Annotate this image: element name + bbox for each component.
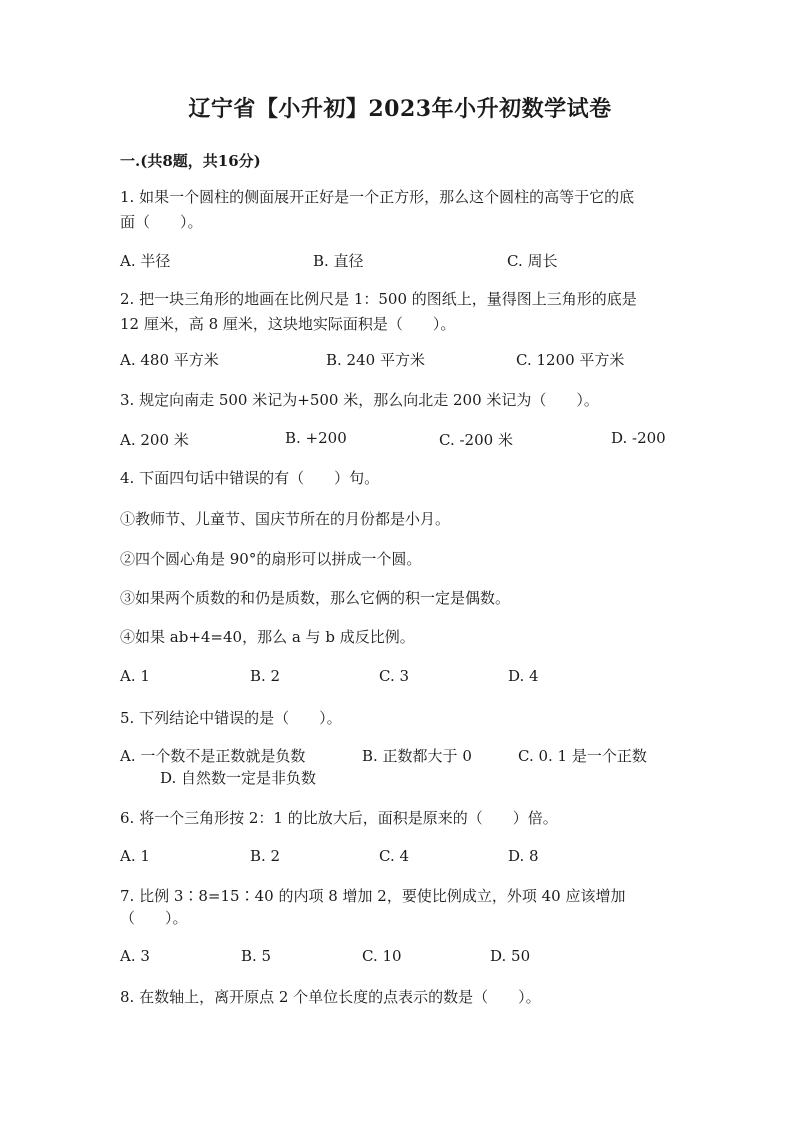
question-4-option-c: C. 3 — [379, 667, 410, 685]
question-1-option-a: A. 半径 — [120, 252, 171, 270]
question-7-option-a: A. 3 — [120, 947, 150, 965]
page-title: 辽宁省【小升初】2023年小升初数学试卷 — [188, 96, 612, 122]
question-2-option-a: A. 480 平方米 — [120, 351, 219, 369]
question-1-option-b: B. 直径 — [313, 252, 364, 270]
question-4-statement-2: ②四个圆心角是 90°的扇形可以拼成一个圆。 — [120, 550, 422, 568]
question-6-option-d: D. 8 — [508, 847, 539, 865]
question-5-line-1: 5. 下列结论中错误的是（ ）。 — [120, 709, 342, 727]
question-3-option-b: B. +200 — [285, 429, 347, 447]
question-6-option-c: C. 4 — [379, 847, 410, 865]
question-3-line-1: 3. 规定向南走 500 米记为+500 米，那么向北走 200 米记为（ ）。 — [120, 391, 599, 409]
section-heading: 一.(共8题，共16分) — [120, 152, 261, 170]
question-7-option-d: D. 50 — [490, 947, 531, 965]
question-2-option-b: B. 240 平方米 — [326, 351, 425, 369]
question-7-line-2: （ ）。 — [120, 909, 188, 927]
question-8-line-1: 8. 在数轴上，离开原点 2 个单位长度的点表示的数是（ ）。 — [120, 988, 541, 1006]
question-7-line-1: 7. 比例 3∶8=15∶40 的内项 8 增加 2，要使比例成立，外项 40 应该增加 — [120, 887, 626, 905]
question-5-option-a: A. 一个数不是正数就是负数 — [120, 747, 306, 765]
question-3-option-c: C. -200 米 — [439, 431, 513, 449]
question-5-option-c: C. 0. 1 是一个正数 — [518, 747, 647, 765]
question-7-option-b: B. 5 — [241, 947, 272, 965]
question-3-option-d: D. -200 — [611, 429, 666, 447]
question-3-option-a: A. 200 米 — [120, 431, 189, 449]
question-7-option-c: C. 10 — [362, 947, 402, 965]
question-6-line-1: 6. 将一个三角形按 2：1 的比放大后，面积是原来的（ ）倍。 — [120, 809, 558, 827]
question-2-line-2: 12 厘米，高 8 厘米，这块地实际面积是（ ）。 — [120, 315, 456, 333]
question-1-line-2: 面（ ）。 — [120, 213, 203, 231]
question-4-statement-1: ①教师节、儿童节、国庆节所在的月份都是小月。 — [120, 510, 451, 528]
question-6-option-a: A. 1 — [120, 847, 150, 865]
question-1-option-c: C. 周长 — [507, 252, 558, 270]
question-4-option-a: A. 1 — [120, 667, 150, 685]
question-4-option-b: B. 2 — [250, 667, 281, 685]
question-2-line-1: 2. 把一块三角形的地画在比例尺是 1：500 的图纸上，量得图上三角形的底是 — [120, 290, 637, 308]
question-4-option-d: D. 4 — [508, 667, 539, 685]
question-5-option-d: D. 自然数一定是非负数 — [160, 769, 317, 787]
question-1-line-1: 1. 如果一个圆柱的侧面展开正好是一个正方形，那么这个圆柱的高等于它的底 — [120, 188, 635, 206]
question-4-line-1: 4. 下面四句话中错误的有（ ）句。 — [120, 469, 380, 487]
question-5-option-b: B. 正数都大于 0 — [362, 747, 472, 765]
question-4-statement-4: ④如果 ab+4=40，那么 a 与 b 成反比例。 — [120, 628, 415, 646]
question-2-option-c: C. 1200 平方米 — [516, 351, 625, 369]
question-6-option-b: B. 2 — [250, 847, 281, 865]
question-4-statement-3: ③如果两个质数的和仍是质数，那么它俩的积一定是偶数。 — [120, 589, 511, 607]
